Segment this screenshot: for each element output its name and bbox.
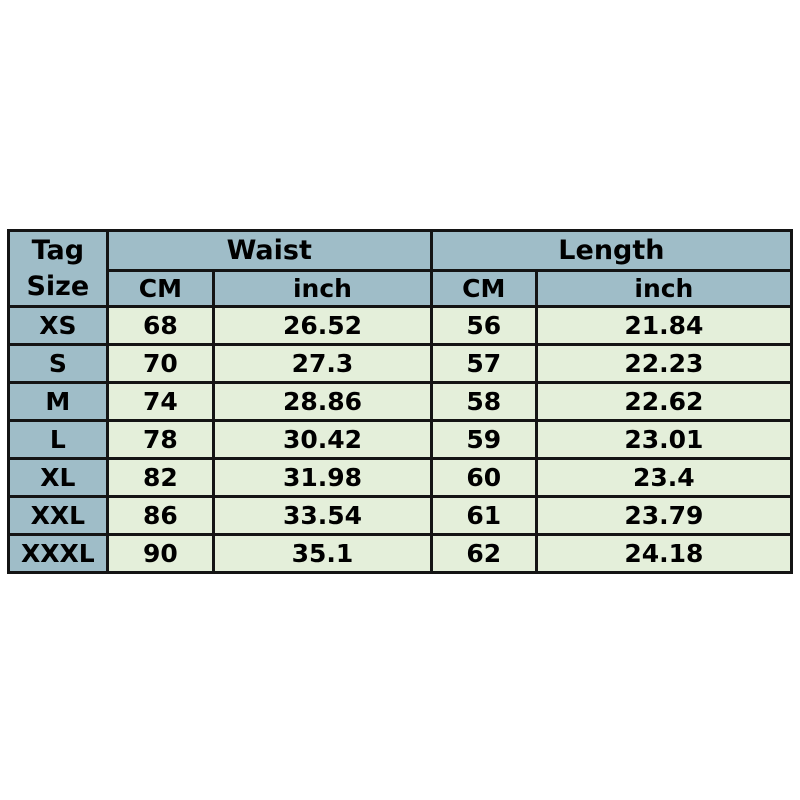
waist-cm-cell: 78 [107,421,213,459]
waist-inch-cell: 27.3 [214,345,432,383]
waist-cm-cell: 68 [107,307,213,345]
length-inch-cell: 22.62 [536,383,791,421]
size-chart [7,229,793,574]
tag-size-cell: XXXL [9,535,108,573]
waist-inch-header: inch [214,271,432,307]
length-cm-header: CM [431,271,536,307]
header-group-row [9,231,792,271]
waist-cm-cell: 74 [107,383,213,421]
length-cm-cell: 60 [431,459,536,497]
waist-inch-cell: 31.98 [214,459,432,497]
tag-size-header-cell [9,231,108,307]
waist-inch-cell: 26.52 [214,307,432,345]
length-inch-cell: 23.4 [536,459,791,497]
length-inch-cell: 22.23 [536,345,791,383]
length-group-header: Length [431,231,791,271]
size-chart-table [7,229,793,574]
length-cm-cell: 58 [431,383,536,421]
waist-inch-cell: 28.86 [214,383,432,421]
length-cm-cell: 61 [431,497,536,535]
tag-size-cell: XS [9,307,108,345]
size-row-xs [9,307,792,345]
waist-cm-header: CM [107,271,213,307]
tag-size-header-line1: Tag [31,235,85,267]
tag-size-header-line2: Size [26,270,90,302]
length-inch-cell: 21.84 [536,307,791,345]
size-row-s [9,345,792,383]
tag-size-cell: XL [9,459,108,497]
length-inch-cell: 23.01 [536,421,791,459]
waist-cm-cell: 70 [107,345,213,383]
size-row-l [9,421,792,459]
length-inch-cell: 23.79 [536,497,791,535]
waist-cm-cell: 82 [107,459,213,497]
length-inch-cell: 24.18 [536,535,791,573]
tag-size-cell: S [9,345,108,383]
length-cm-cell: 62 [431,535,536,573]
waist-cm-cell: 90 [107,535,213,573]
header-sub-row [9,271,792,307]
waist-inch-cell: 35.1 [214,535,432,573]
size-row-xxxl [9,535,792,573]
size-row-m [9,383,792,421]
length-cm-cell: 57 [431,345,536,383]
waist-inch-cell: 30.42 [214,421,432,459]
waist-cm-cell: 86 [107,497,213,535]
waist-group-header: Waist [107,231,431,271]
tag-size-cell: M [9,383,108,421]
waist-inch-cell: 33.54 [214,497,432,535]
length-cm-cell: 56 [431,307,536,345]
size-row-xxl [9,497,792,535]
length-cm-cell: 59 [431,421,536,459]
tag-size-cell: L [9,421,108,459]
length-inch-header: inch [536,271,791,307]
size-row-xl [9,459,792,497]
tag-size-cell: XXL [9,497,108,535]
